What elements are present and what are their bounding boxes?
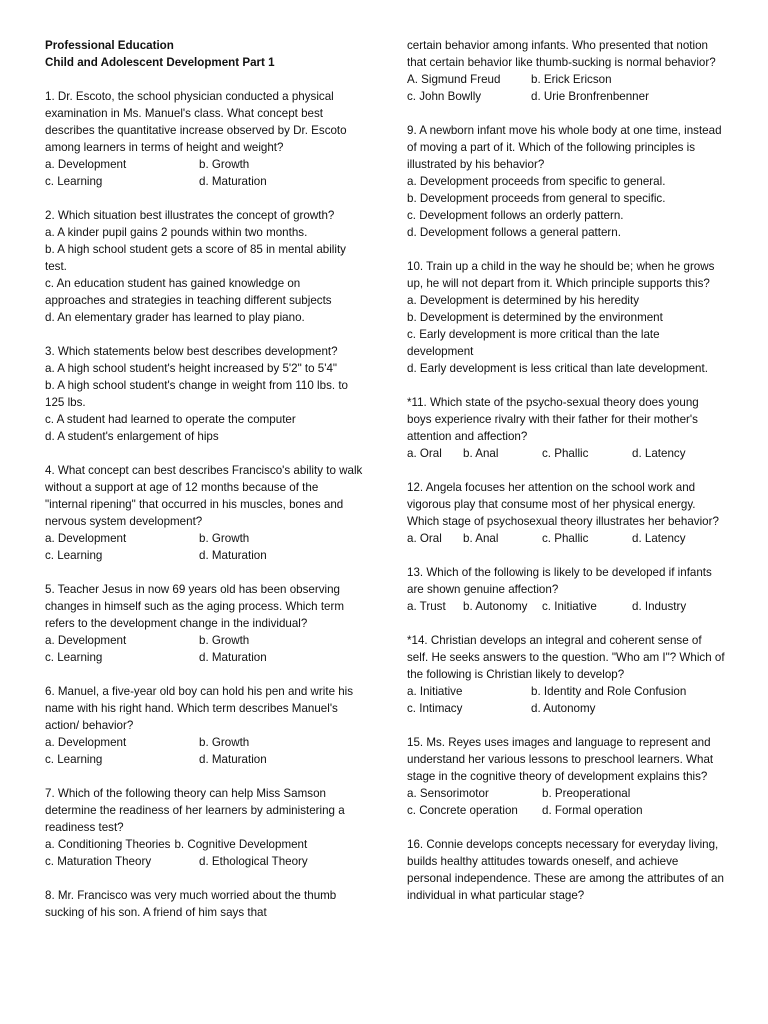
option-d: d. Maturation xyxy=(199,651,267,664)
option-a: A. Sigmund Freud xyxy=(407,73,501,86)
option-a: a. Conditioning Theories xyxy=(45,838,171,851)
question-stem: 6. Manuel, a five-year old boy can hold his pen and write his name with his right hand. Which term describes Manuel's action/ behavior? xyxy=(45,685,354,732)
option-a: a. Oral xyxy=(407,447,442,460)
document-subtitle: Child and Adolescent Development Part 1 xyxy=(45,56,275,69)
question-12 xyxy=(407,479,725,547)
question-stem: 10. Train up a child in the way he should be; when he grows up, he will not depart from it. Which principle supports this? xyxy=(407,260,715,290)
option-b: b. Anal xyxy=(463,532,499,545)
question-3 xyxy=(45,343,363,445)
option-c: c. An education student has gained knowledge on approaches and strategies in teaching different subjects xyxy=(45,277,332,307)
option-c: c. Learning xyxy=(45,753,103,766)
question-15 xyxy=(407,734,725,819)
option-a: a. Development xyxy=(45,634,127,647)
option-d: d. Maturation xyxy=(199,175,267,188)
question-stem: 7. Which of the following theory can help Miss Samson determine the readiness of her learners by administering a readiness test? xyxy=(45,787,345,834)
question-stem: 15. Ms. Reyes uses images and language to represent and understand her various lessons to preschool learners. What stage in the cognitive theory of development explains this? xyxy=(407,736,714,783)
question-13 xyxy=(407,564,725,615)
option-d: d. Autonomy xyxy=(531,702,596,715)
question-8-continued xyxy=(407,37,725,105)
option-d: d. Formal operation xyxy=(542,804,643,817)
document-title: Professional Education xyxy=(45,39,174,52)
option-c: c. Learning xyxy=(45,549,103,562)
option-d: d. Ethological Theory xyxy=(199,855,308,868)
option-a: a. Development proceeds from specific to general. xyxy=(407,175,666,188)
question-11 xyxy=(407,394,725,462)
option-a: a. Development xyxy=(45,532,127,545)
option-c: c. Intimacy xyxy=(407,702,463,715)
option-a: a. A kinder pupil gains 2 pounds within two months. xyxy=(45,226,308,239)
option-a: a. Development xyxy=(45,158,127,171)
option-b: b. Growth xyxy=(199,158,250,171)
option-d: d. Maturation xyxy=(199,753,267,766)
option-c: c. Learning xyxy=(45,651,103,664)
question-6 xyxy=(45,683,363,768)
option-c: c. John Bowlly xyxy=(407,90,482,103)
question-5 xyxy=(45,581,363,666)
option-c: c. Initiative xyxy=(542,600,597,613)
question-stem: 16. Connie develops concepts necessary for everyday living, builds healthy attitudes towards oneself, and achieve personal independence. These are among the attributes of an individual in what particular stage? xyxy=(407,838,724,902)
option-c: c. A student had learned to operate the computer xyxy=(45,413,296,426)
option-b: b. Autonomy xyxy=(463,600,528,613)
option-d: d. Urie Bronfrenbenner xyxy=(531,90,649,103)
option-b: b. Preoperational xyxy=(542,787,631,800)
question-16 xyxy=(407,836,725,904)
option-b: b. Identity and Role Confusion xyxy=(531,685,687,698)
question-2 xyxy=(45,207,363,326)
option-d: d. Latency xyxy=(632,447,686,460)
option-b: b. Erick Ericson xyxy=(531,73,612,86)
option-d: d. An elementary grader has learned to play piano. xyxy=(45,311,305,324)
question-stem: 5. Teacher Jesus in now 69 years old has been observing changes in himself such as the aging process. Which term refers to the development change in the individual? xyxy=(45,583,345,630)
question-14 xyxy=(407,632,725,717)
question-stem: 12. Angela focuses her attention on the school work and vigorous play that consume most of her physical energy. Which stage of psychosexual theory illustrates her behavior? xyxy=(407,481,719,528)
question-stem: 4. What concept can best describes Francisco's ability to walk without a support at age of 12 months because of the "internal ripening" that occurred in his muscles, bones and nervous system development? xyxy=(45,464,363,528)
option-a: a. A high school student's height increased by 5'2" to 5'4" xyxy=(45,362,338,375)
question-8 xyxy=(45,887,363,921)
option-b: b. A high school student gets a score of 85 in mental ability test. xyxy=(45,243,346,273)
option-c: c. Concrete operation xyxy=(407,804,518,817)
question-stem: 8. Mr. Francisco was very much worried about the thumb sucking of his son. A friend of him says that xyxy=(45,889,337,919)
option-b: b. Cognitive Development xyxy=(174,838,308,851)
option-a: a. Development xyxy=(45,736,127,749)
option-b: b. Growth xyxy=(199,736,250,749)
option-c: c. Early development is more critical than the late development xyxy=(407,328,660,358)
option-b: b. A high school student's change in weight from 110 lbs. to 125 lbs. xyxy=(45,379,348,409)
option-b: b. Development proceeds from general to specific. xyxy=(407,192,666,205)
option-a: a. Development is determined by his heredity xyxy=(407,294,639,307)
question-7 xyxy=(45,785,363,870)
question-9 xyxy=(407,122,725,241)
option-b: b. Growth xyxy=(199,532,250,545)
option-d: d. A student's enlargement of hips xyxy=(45,430,219,443)
option-a: a. Oral xyxy=(407,532,442,545)
question-4 xyxy=(45,462,363,564)
right-column xyxy=(407,37,725,904)
option-c: c. Learning xyxy=(45,175,103,188)
option-c: c. Maturation Theory xyxy=(45,855,152,868)
option-d: d. Latency xyxy=(632,532,686,545)
option-d: d. Early development is less critical than late development. xyxy=(407,362,708,375)
option-c: c. Phallic xyxy=(542,447,589,460)
question-stem: 13. Which of the following is likely to be developed if infants are shown genuine affection? xyxy=(407,566,712,596)
question-10 xyxy=(407,258,725,377)
option-a: a. Trust xyxy=(407,600,446,613)
left-column xyxy=(45,37,363,921)
question-1 xyxy=(45,88,363,190)
option-c: c. Phallic xyxy=(542,532,589,545)
option-a: a. Sensorimotor xyxy=(407,787,489,800)
question-stem-continued: certain behavior among infants. Who presented that notion that certain behavior like thumb-sucking is normal behavior? xyxy=(407,39,716,69)
question-stem: 2. Which situation best illustrates the concept of growth? xyxy=(45,209,335,222)
option-a: a. Initiative xyxy=(407,685,463,698)
question-stem: *14. Christian develops an integral and coherent sense of self. He seeks answers to the question. "Who am I"? Which of the following is Christian likely to develop? xyxy=(407,634,725,681)
option-d: d. Industry xyxy=(632,600,687,613)
option-c: c. Development follows an orderly pattern. xyxy=(407,209,624,222)
option-b: b. Development is determined by the environment xyxy=(407,311,663,324)
question-stem: 3. Which statements below best describes development? xyxy=(45,345,338,358)
question-stem: 1. Dr. Escoto, the school physician conducted a physical examination in Ms. Manuel's class. What concept best describes the quantitative increase observed by Dr. Escoto among learners in terms of height and weight? xyxy=(45,90,347,154)
option-b: b. Growth xyxy=(199,634,250,647)
question-stem: 9. A newborn infant move his whole body at one time, instead of moving a part of it. Which of the following principles is illustrated by his behavior? xyxy=(407,124,722,171)
option-d: d. Maturation xyxy=(199,549,267,562)
option-d: d. Development follows a general pattern. xyxy=(407,226,621,239)
option-b: b. Anal xyxy=(463,447,499,460)
question-stem: *11. Which state of the psycho-sexual theory does young boys experience rivalry with their father for their mother's attention and affection? xyxy=(407,396,699,443)
